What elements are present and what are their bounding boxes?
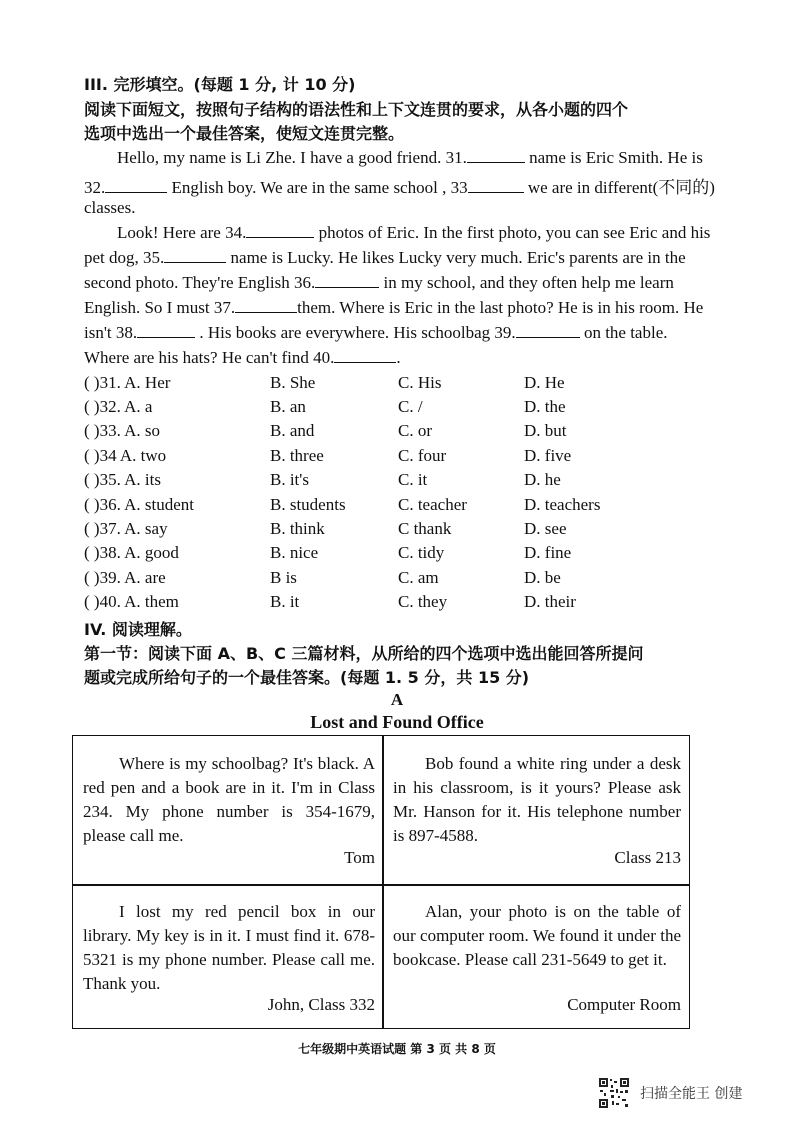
option-row-33: ( )33. A. so B. and C. or D. but [84,421,567,440]
blank-40 [334,349,396,363]
option-row-39: ( )39. A. are B is C. am D. be [84,568,561,587]
notice-bob-ring-signature: Class 213 [614,848,681,867]
passage-line-1: Hello, my name is Li Zhe. I have a good friend. 31. name is Eric Smith. He is [117,148,703,167]
table-horizontal-divider [73,884,689,886]
passage-line-3: classes. [84,198,136,217]
passage-line-6: second photo. They're English 36. in my school, and they often help me learn [84,273,674,292]
section4-instruction-2: 题或完成所给句子的一个最佳答案。(每题 1. 5 分，共 15 分) [84,668,530,687]
notice-john-signature: John, Class 332 [267,995,375,1014]
section3-instruction-1: 阅读下面短文，按照句子结构的语法性和上下文连贯的要求，从各小题的四个 [84,100,629,119]
scanner-label: 扫描全能王 创建 [640,1086,743,1102]
notice-tom: Where is my schoolbag? It's black. A red pen and a book are in it. I'm in Class 234. My phone number is 354-1679, please call me. [83,754,375,845]
notice-alan-photo-signature: Computer Room [567,995,681,1014]
passage-line-9: Where are his hats? He can't find 40. . [84,348,401,367]
section4-title: IV. 阅读理解。 [84,620,192,639]
blank-36 [315,274,379,288]
blank-34 [246,224,314,238]
passage-line-7: English. So I must 37. them. Where is Eric in the last photo? He is in his room. He [84,298,704,317]
option-row-35: ( )35. A. its B. it's C. it D. he [84,470,561,489]
blank-38 [137,324,195,338]
part-a-letter: A [390,690,404,709]
passage-line-8: isn't 38. . His books are everywhere. His schoolbag 39. on the table. [84,323,668,342]
option-row-38: ( )38. A. good B. nice C. tidy D. fine [84,543,572,562]
passage-line-2: 32. English boy. We are in the same school , 33 we are in different(不同的) [84,178,715,197]
qr-code-icon [598,1077,630,1109]
section3-title: III. 完形填空。(每题 1 分, 计 10 分) [84,75,356,94]
option-row-31: ( )31. A. Her B. She C. His D. He [84,373,565,392]
blank-37 [235,299,297,313]
option-row-36: ( )36. A. student B. students C. teacher D. teachers [84,495,601,514]
blank-39 [516,324,580,338]
option-row-34: ( )34 A. two B. three C. four D. five [84,446,572,465]
part-a-title: Lost and Found Office [310,712,484,732]
notice-alan-photo: Alan, your photo is on the table of our computer room. We found it under the bookcase. Please call 231-5649 to get it. [393,902,681,969]
blank-32 [105,179,167,193]
lost-and-found-table [72,735,690,1029]
table-vertical-divider [382,736,384,1028]
notice-bob-ring: Bob found a white ring under a desk in his classroom, is it yours? Please ask Mr. Hanson for it. His telephone number is 897-4588. [393,754,681,845]
scanner-watermark [598,1077,778,1111]
option-row-37: ( )37. A. say B. think C thank D. see [84,519,567,538]
page-footer: 七年级期中英语试题 第 3 页 共 8 页 [298,1042,496,1056]
blank-31 [467,149,525,163]
passage-line-5: pet dog, 35. name is Lucky. He likes Lucky very much. Eric's parents are in the [84,248,686,267]
option-row-32: ( )32. A. a B. an C. / D. the [84,397,566,416]
section4-instruction-1: 第一节：阅读下面 A、B、C 三篇材料，从所给的四个选项中选出能回答所提问 [84,644,644,663]
section3-instruction-2: 选项中选出一个最佳答案，使短文连贯完整。 [84,124,405,143]
notice-tom-signature: Tom [344,848,375,867]
notice-john: I lost my red pencil box in our library. My key is in it. I must find it. 678-5321 is my phone number. Please call me. Thank you. [83,902,375,993]
passage-line-4: Look! Here are 34. photos of Eric. In the first photo, you can see Eric and his [117,223,711,242]
option-row-40: ( )40. A. them B. it C. they D. their [84,592,576,611]
blank-33 [468,179,524,193]
blank-35 [164,249,226,263]
